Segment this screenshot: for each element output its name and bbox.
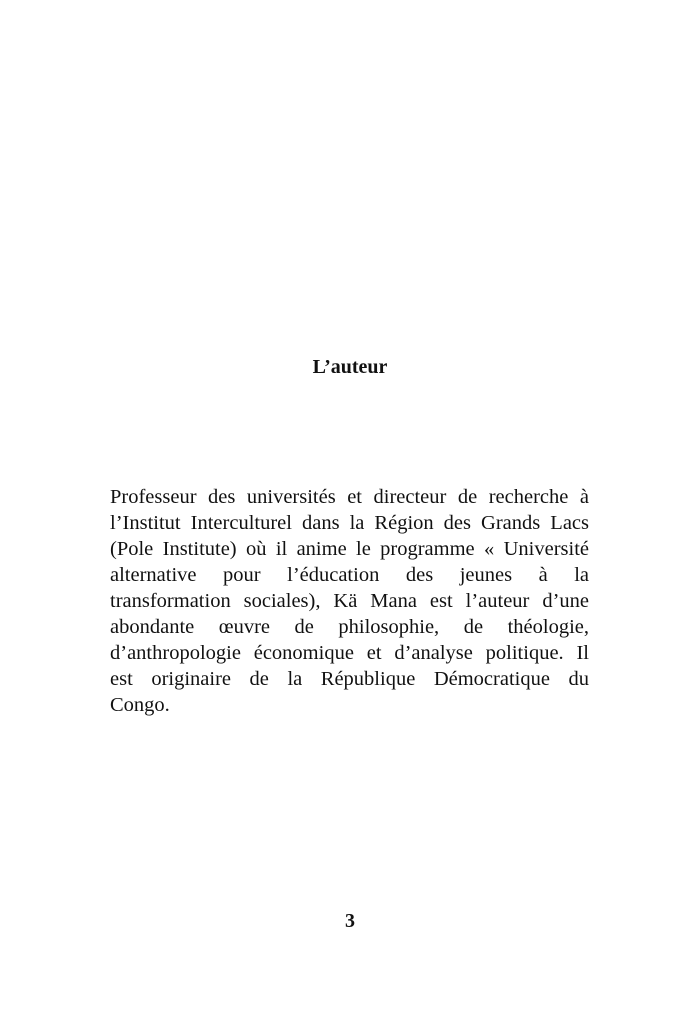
paragraph-line: Professeur des universités et directeur de recherche à: [110, 486, 589, 508]
paragraph-line: Congo.: [110, 694, 170, 716]
author-bio-paragraph: [110, 484, 589, 718]
paragraph-line: alternative pour l’éducation des jeunes à la: [110, 564, 589, 586]
paragraph-line: l’Institut Interculturel dans la Région des Grands Lacs: [110, 512, 589, 534]
paragraph-line: d’anthropologie économique et d’analyse politique. Il: [110, 642, 589, 664]
paragraph-line: transformation sociales), Kä Mana est l’auteur d’une: [110, 590, 589, 612]
paragraph-line: abondante œuvre de philosophie, de théologie,: [110, 616, 589, 638]
paragraph-line: (Pole Institute) où il anime le programme « Université: [110, 538, 589, 560]
paragraph-line: est originaire de la République Démocratique du: [110, 668, 589, 690]
section-title: L’auteur: [312, 356, 388, 378]
page-number: 3: [345, 910, 355, 932]
